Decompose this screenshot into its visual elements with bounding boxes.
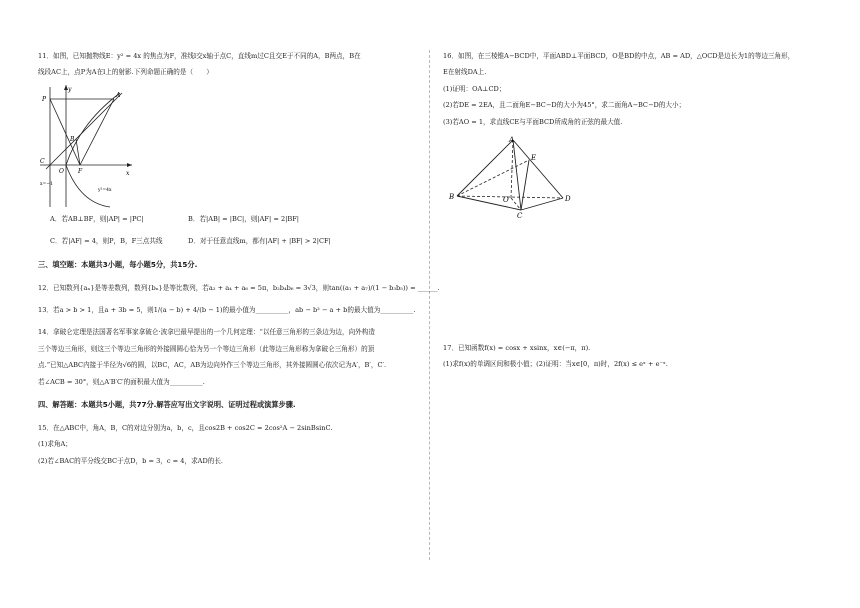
parabola-figure (40, 83, 134, 209)
q11-option-a[interactable]: A．若AB⊥BF，则|AP| = |PC| (50, 214, 144, 223)
edge-bd (457, 196, 563, 198)
label-d: D (565, 195, 571, 204)
q13-text: 13．若a > b > 1，且a + 3b = 5，则1/(a − b) + 4/(b − 1)的最小值为__________，ab − b² − a + b的最大值为__________. (38, 306, 416, 315)
q11-options-row1 (50, 211, 414, 227)
edge-ad (513, 140, 563, 198)
label-p: P (42, 95, 47, 103)
q16-part3: (3)若AO = 1，求直线CE与平面BCD所成角的正弦的最大值. (443, 117, 623, 126)
q15-part1: (1)求角A； (38, 440, 72, 449)
segment-be (457, 160, 529, 196)
label-e: E (531, 154, 537, 163)
q17-stem: 17．已知函数f(x) = cosx + xsinx，x∈(−π，π). (443, 344, 591, 353)
q11-line2: 线段AC上，点P为A在l上的射影.下列命题正确的是（ ） (38, 68, 213, 77)
column-divider (429, 50, 430, 560)
q16-line2: E在射线DA上. (443, 68, 487, 77)
label-x: x (126, 169, 130, 177)
q16-part1: (1)证明：OA⊥CD； (443, 84, 506, 93)
q16-line1: 16．如图，在三棱锥A−BCD中，平面ABD⊥平面BCD，O是BD的中点，AB = AD，△OCD是边长为1的等边三角形， (443, 52, 795, 60)
segment-pf (50, 99, 80, 165)
parabola-curve (66, 93, 120, 207)
label-b: B (449, 193, 455, 202)
q15-part2: (2)若∠BAC的平分线交BC于点D，b = 3，c = 4，求AD的长. (38, 456, 224, 465)
edge-cd (521, 198, 563, 210)
label-y: y (68, 85, 72, 93)
tetrahedron-figure (449, 136, 599, 218)
q14-line2: 三个等边三角形，则这三个等边三角形的外接圆圆心恰为另一个等边三角形（此等边三角形称为拿破仑三角形）的顶 (38, 344, 375, 353)
edge-ac (513, 140, 521, 210)
label-a: A (116, 91, 121, 99)
q16-part2: (2)若DE = 2EA，且二面角E−BC−D的大小为45°，求二面角A−BC−D的大小； (443, 101, 686, 110)
section3-heading: 三、填空题：本题共3小题，每小题5分，共15分. (38, 259, 198, 269)
label-b: B (70, 135, 75, 143)
section4-heading: 四、解答题：本题共5小题，共77分.解答应写出文字说明、证明过程或演算步骤. (38, 400, 296, 410)
q12-text: 12．已知数列{aₙ}是等差数列，数列{bₙ}是等比数列，若a₂ + a₄ + a₆ = 5π，b₂b₄b₆ = 3√3，则tan((a₁ + a₇)/(1 − b₃b₅)) = ______. (38, 283, 440, 292)
label-directrix: x=−1 (40, 181, 53, 187)
label-o: O (503, 196, 509, 205)
x-axis-arrow (127, 163, 132, 167)
q17-parts: (1)求f(x)的单调区间和极小值；(2)证明：当x∈[0，π)时，2f(x) ≤ eˣ + e⁻ˣ. (443, 360, 668, 369)
q14-line1: 14．拿破仑定理是法国著名军事家拿破仑·波拿巴最早提出的一个几何定理：“以任意三角形的三条边为边，向外构造 (38, 328, 375, 337)
q11-option-d[interactable]: D．对于任意直线m，都有|AF| + |BF| > 2|CF| (188, 237, 331, 246)
q11-option-c[interactable]: C．若|AF| = 4，则P，B，F三点共线 (50, 237, 163, 246)
label-parabola: y²=4x (98, 187, 112, 193)
label-a: A (509, 136, 515, 145)
label-c: C (517, 212, 523, 219)
label-o: O (59, 167, 64, 175)
q11-option-b[interactable]: B．若|AB| = |BC|，则|AF| = 2|BF| (188, 214, 299, 223)
label-c: C (40, 157, 45, 165)
q14-line3: 点.”已知△ABC内接于半径为√6的圆，以BC，AC，AB为边向外作三个等边三角形，其外接圆圆心依次记为A′，B′，C′. (38, 361, 387, 370)
segment-af (80, 99, 114, 165)
edge-ab (457, 140, 513, 196)
q14-line4: 若∠ACB = 30°，则△A′B′C′的面积最大值为__________. (38, 377, 205, 386)
right-column (431, 0, 860, 608)
q11-line1: 11．如图，已知抛物线E：y² = 4x 的焦点为F，准线l交x轴于点C，直线m过C且交E于不同的A，B两点，B在 (38, 52, 361, 60)
q15-stem: 15．在△ABC中，角A，B，C的对边分别为a，b，c，且cos2B + cos2C = 2cos²A − 2sinBsinC. (38, 424, 333, 433)
q11-options-row2 (50, 233, 414, 249)
segment-ec (521, 160, 529, 210)
label-f: F (78, 167, 83, 175)
